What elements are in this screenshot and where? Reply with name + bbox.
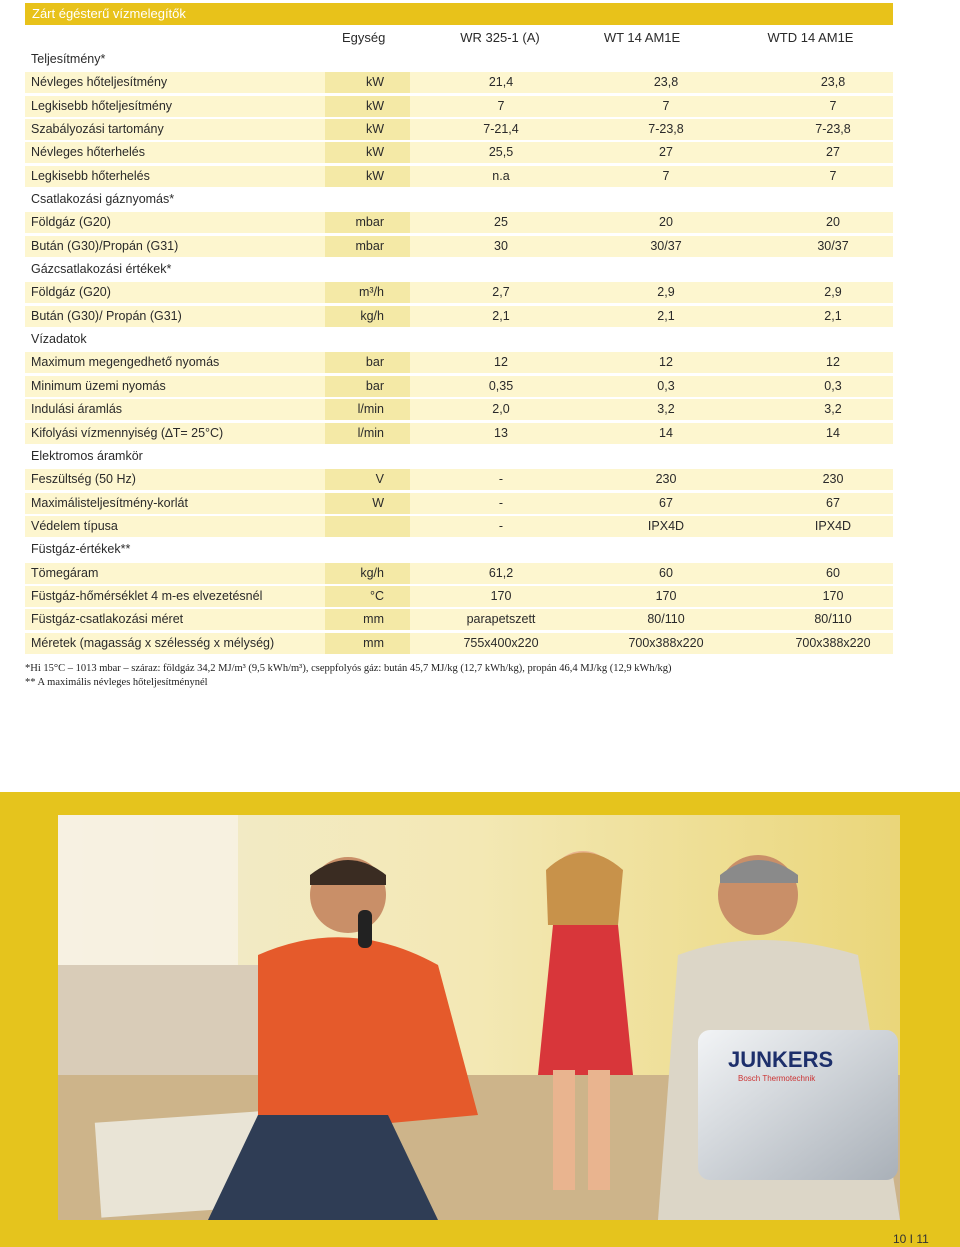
row-label: Feszültség (50 Hz) xyxy=(31,472,136,487)
value-cell: 7-23,8 xyxy=(648,122,684,137)
brand-subtitle: Bosch Thermotechnik xyxy=(738,1074,816,1083)
value-cell: 755x400x220 xyxy=(463,635,539,650)
section-header-row xyxy=(25,189,893,210)
table-row xyxy=(25,609,893,630)
table-row xyxy=(25,236,893,257)
value-cell: 13 xyxy=(494,425,508,440)
unit-text: mm xyxy=(363,635,384,650)
value-cell: 7 xyxy=(662,168,670,183)
table-row xyxy=(25,72,893,93)
row-label: Füstgáz-hőmérséklet 4 m-es elvezetésnél xyxy=(31,588,263,603)
value-cell: 170 xyxy=(655,588,677,603)
value-cell: 12 xyxy=(494,355,508,370)
value-cell: IPX4D xyxy=(814,518,852,533)
table-row xyxy=(25,306,893,327)
value-cell: 23,8 xyxy=(653,75,679,90)
unit-text: mbar xyxy=(355,238,384,253)
table-row xyxy=(25,563,893,584)
value-cell: 0,3 xyxy=(824,378,842,393)
table-row xyxy=(25,166,893,187)
value-cell: 60 xyxy=(659,565,673,580)
model-column-header: WT 14 AM1E xyxy=(603,30,681,45)
section-header-row xyxy=(25,329,893,350)
value-cell: 25 xyxy=(494,215,508,230)
value-cell: 80/110 xyxy=(814,612,852,627)
row-label: Tömegáram xyxy=(31,565,99,580)
unit-cell-background xyxy=(325,516,410,537)
value-cell: 27 xyxy=(826,145,840,160)
value-cell: 14 xyxy=(826,425,840,440)
section-header-row xyxy=(25,446,893,467)
table-row xyxy=(25,96,893,117)
section-header-row xyxy=(25,539,893,560)
value-cell: 2,1 xyxy=(657,308,675,323)
value-cell: 170 xyxy=(822,588,844,603)
row-label: Füstgáz-csatlakozási méret xyxy=(31,612,184,627)
value-cell: 21,4 xyxy=(488,75,514,90)
row-label: Legkisebb hőterhelés xyxy=(31,168,150,183)
value-cell: 27 xyxy=(659,145,673,160)
photo-illustration xyxy=(58,815,900,1220)
unit-text: kW xyxy=(365,122,384,137)
table-title-bar xyxy=(25,3,893,25)
value-cell: 170 xyxy=(490,588,512,603)
unit-column-header: Egység xyxy=(342,30,386,45)
value-cell: - xyxy=(498,472,504,487)
value-cell: 7 xyxy=(497,98,505,113)
row-label: Szabályozási tartomány xyxy=(31,122,164,137)
value-cell: 12 xyxy=(826,355,840,370)
value-cell: 30/37 xyxy=(650,238,682,253)
unit-text: mm xyxy=(363,612,384,627)
value-cell: 61,2 xyxy=(488,565,514,580)
unit-text: °C xyxy=(369,588,384,603)
value-cell: - xyxy=(498,518,504,533)
product-photo xyxy=(58,815,900,1220)
table-row xyxy=(25,142,893,163)
table-row xyxy=(25,516,893,537)
row-label: Bután (G30)/Propán (G31) xyxy=(31,238,179,253)
value-cell: 0,3 xyxy=(657,378,675,393)
value-cell: 2,9 xyxy=(824,285,842,300)
value-cell: 3,2 xyxy=(657,402,675,417)
value-cell: 60 xyxy=(826,565,840,580)
value-cell: 700x388x220 xyxy=(795,635,871,650)
table-row xyxy=(25,282,893,303)
value-cell: 700x388x220 xyxy=(628,635,704,650)
footnote: *Hi 15°C – 1013 mbar – száraz: földgáz 34,2 MJ/m³ (9,5 kWh/m³), cseppfolyós gáz: bután 45,7 MJ/kg (12,7 kWh/kg), propán 46,4 MJ/kg (12,9 kWh/kg) xyxy=(25,663,672,674)
value-cell: 7 xyxy=(662,98,670,113)
unit-text: kW xyxy=(365,145,384,160)
value-cell: 12 xyxy=(659,355,673,370)
unit-text: W xyxy=(372,495,384,510)
value-cell: 2,1 xyxy=(492,308,510,323)
section-label: Vízadatok xyxy=(31,332,87,347)
footnote: ** A maximális névleges hőteljesítménynél xyxy=(25,677,208,688)
table-row xyxy=(25,633,893,654)
unit-text: bar xyxy=(365,355,384,370)
value-cell: 30/37 xyxy=(817,238,849,253)
value-cell: 2,9 xyxy=(657,285,675,300)
table-row xyxy=(25,212,893,233)
value-cell: 230 xyxy=(655,472,677,487)
value-cell: 2,1 xyxy=(824,308,842,323)
value-cell: 80/110 xyxy=(647,612,685,627)
value-cell: 0,35 xyxy=(488,378,514,393)
table-row xyxy=(25,119,893,140)
page-number: 10 I 11 xyxy=(893,1232,929,1246)
row-label: Minimum üzemi nyomás xyxy=(31,378,166,393)
section-label: Gázcsatlakozási értékek* xyxy=(31,262,172,277)
unit-cell-background xyxy=(325,493,410,514)
value-cell: 20 xyxy=(659,215,673,230)
unit-text: bar xyxy=(365,378,384,393)
table-row xyxy=(25,399,893,420)
spec-table xyxy=(25,49,893,656)
row-label: Kifolyási vízmennyiség (∆T= 25°C) xyxy=(31,425,224,440)
row-label: Földgáz (G20) xyxy=(31,285,111,300)
section-label: Elektromos áramkör xyxy=(31,448,143,463)
value-cell: 30 xyxy=(494,238,508,253)
table-row xyxy=(25,423,893,444)
value-cell: - xyxy=(498,495,504,510)
row-label: Védelem típusa xyxy=(31,518,118,533)
unit-text: l/min xyxy=(357,425,384,440)
value-cell: 7 xyxy=(829,98,837,113)
value-cell: 20 xyxy=(826,215,840,230)
table-row xyxy=(25,352,893,373)
section-label: Füstgáz-értékek** xyxy=(31,542,131,557)
unit-text: kW xyxy=(365,168,384,183)
model-column-header: WTD 14 AM1E xyxy=(767,30,854,45)
row-label: Névleges hőteljesítmény xyxy=(31,75,168,90)
value-cell: 67 xyxy=(659,495,673,510)
column-header-row xyxy=(25,25,893,49)
table-title: Zárt égésterű vízmelegítők xyxy=(32,6,186,21)
value-cell: n.a xyxy=(492,168,510,183)
footnotes xyxy=(25,662,905,690)
unit-text: kg/h xyxy=(360,308,384,323)
section-header-row xyxy=(25,259,893,280)
value-cell: 2,0 xyxy=(492,402,510,417)
unit-text: V xyxy=(375,472,384,487)
value-cell: 7-21,4 xyxy=(483,122,519,137)
section-header-row xyxy=(25,49,893,70)
value-cell: 3,2 xyxy=(824,402,842,417)
value-cell: 25,5 xyxy=(488,145,514,160)
unit-text: l/min xyxy=(357,402,384,417)
unit-text: kW xyxy=(365,98,384,113)
row-label: Földgáz (G20) xyxy=(31,215,111,230)
row-label: Bután (G30)/ Propán (G31) xyxy=(31,308,182,323)
value-cell: parapetszett xyxy=(466,612,536,627)
value-cell: 14 xyxy=(659,425,673,440)
row-label: Maximálisteljesítmény-korlát xyxy=(31,495,188,510)
unit-text: kW xyxy=(365,75,384,90)
value-cell: 2,7 xyxy=(492,285,510,300)
value-cell: 67 xyxy=(826,495,840,510)
value-cell: 23,8 xyxy=(820,75,846,90)
unit-cell-background xyxy=(325,586,410,607)
table-row xyxy=(25,376,893,397)
unit-text: kg/h xyxy=(360,565,384,580)
value-cell: 7-23,8 xyxy=(815,122,851,137)
boiler-case xyxy=(698,1030,898,1180)
value-cell: 7 xyxy=(829,168,837,183)
section-label: Teljesítmény* xyxy=(31,52,106,66)
brand-logo: JUNKERS xyxy=(728,1047,834,1072)
row-label: Méretek (magasság x szélesség x mélység) xyxy=(31,635,275,650)
unit-text: m³/h xyxy=(359,285,384,300)
table-row xyxy=(25,469,893,490)
row-label: Maximum megengedhető nyomás xyxy=(31,355,220,370)
model-column-header: WR 325-1 (A) xyxy=(460,30,540,45)
section-label: Csatlakozási gáznyomás* xyxy=(31,192,175,207)
row-label: Indulási áramlás xyxy=(31,402,123,417)
row-label: Legkisebb hőteljesítmény xyxy=(31,98,173,113)
table-row xyxy=(25,493,893,514)
row-label: Névleges hőterhelés xyxy=(31,145,145,160)
table-row xyxy=(25,586,893,607)
value-cell: IPX4D xyxy=(647,518,685,533)
unit-cell-background xyxy=(325,469,410,490)
value-cell: 230 xyxy=(822,472,844,487)
unit-text: mbar xyxy=(355,215,384,230)
